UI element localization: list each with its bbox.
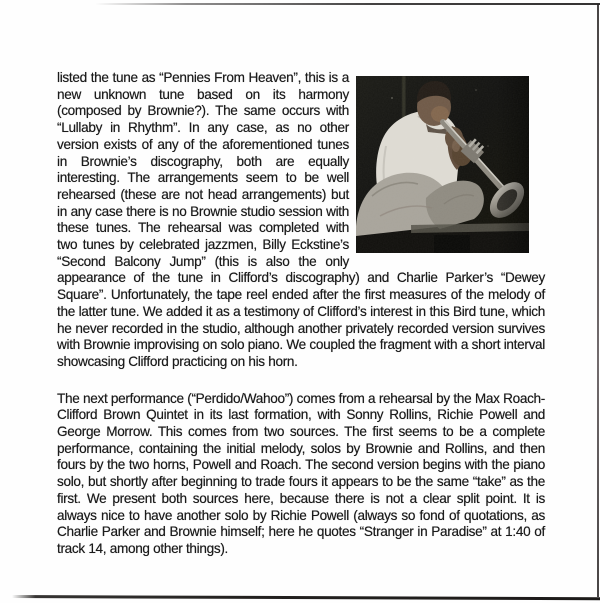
paragraph-perdido-wahoo: The next performance (“Perdido/Wahoo”) comes from a rehearsal by the Max Roach-Clifford Brown Quintet in its last formation, with Sonny Rollins, Richie Powell and George Morrow. This comes from two sources. The first seems to be a complete performance, containing the initial melody, solos by Brownie and Rollins, and then fours by the two horns, Powell and Roach. The second version begins with the piano solo, but shortly after beginning to trade fours it appears to be the same “take” as the first. We present both sources here, because there is not a clear split point. It is always nice to have another solo by Richie Powell (always so fond of quotations, as Charlie Parker and Brownie himself; here he quotes “Stranger in Paradise” at 1:40 of track 14, among other things). [57, 390, 545, 556]
liner-notes-text [57, 70, 545, 578]
scan-edge-top [95, 3, 600, 5]
scan-edge-right [597, 4, 599, 597]
trumpeter-photo [356, 76, 529, 253]
paragraph-pennies-from-heaven: listed the tune as “Pennies From Heaven”, this is a new unknown tune based on its harmony (composed by Brownie?). The same occurs with “Lullaby in Rhythm”. In any case, as no other version exists of any of the aforementioned tunes in Brownie’s discography, both are equally interesting. The arrangements seem to be well rehearsed (these are not head arrangements) but in any case there is no Brownie studio session with these tunes. The rehearsal was completed with two tunes by celebrated jazzmen, Billy Eckstine’s “Second Balcony Jump” (this is also the only appearance of the tune in Clifford’s discography) and Charlie Parker’s “Dewey Square”. Unfortunately, the tape reel ended after the first measures of the melody of the latter tune. We added it as a testimony of Clifford’s interest in this Bird tune, which he never recorded in the studio, although another privately recorded version survives with Brownie improvising on solo piano. We coupled the fragment with a short interval showcasing Clifford practicing on his horn. [57, 70, 545, 369]
trumpeter-photo-graphic [356, 76, 529, 253]
scan-edge-bottom [12, 595, 600, 600]
